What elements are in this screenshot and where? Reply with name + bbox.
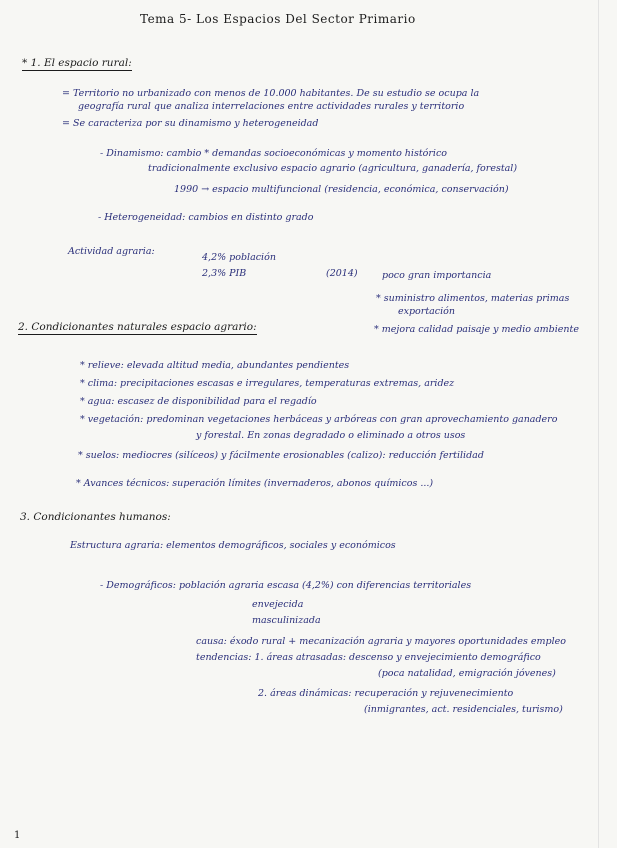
s3-masculinizada: masculinizada [252,615,321,626]
s2-suelos: * suelos: mediocres (silíceos) y fácilmente erosionables (calizo): reducción fertilidad [78,450,484,461]
s2-vegetacion-line2: y forestal. En zonas degradado o eliminado a otros usos [196,430,466,441]
s1-dinamismo-line3: 1990 → espacio multifuncional (residencia, económica, conservación) [174,184,509,195]
page-title: Tema 5- Los Espacios Del Sector Primario [140,12,416,26]
s1-bullet-suministro: * suministro alimentos, materias primas [376,293,570,304]
s3-demograficos: - Demográficos: población agraria escasa (4,2%) con diferencias territoriales [100,580,472,591]
s1-actividad-label: Actividad agraria: [68,246,155,257]
s1-definition-line1: = Territorio no urbanizado con menos de 10.000 habitantes. De su estudio se ocupa la [62,88,480,99]
s1-actividad-poblacion: 4,2% población [202,252,276,263]
s2-clima: * clima: precipitaciones escasas e irregulares, temperaturas extremas, aridez [80,378,455,389]
section-1-heading: * 1. El espacio rural: [22,57,132,69]
s2-relieve: * relieve: elevada altitud media, abundantes pendientes [80,360,350,371]
page-number: 1 [14,830,21,841]
s3-tendencias-2: 2. áreas dinámicas: recuperación y rejuvenecimiento [258,688,514,699]
s2-vegetacion: * vegetación: predominan vegetaciones herbáceas y arbóreas con gran aprovechamiento ganadero [80,414,558,425]
s1-characteristics: = Se caracteriza por su dinamismo y heterogeneidad [62,118,319,129]
s1-bullet-paisaje: * mejora calidad paisaje y medio ambiente [374,324,579,335]
s1-bullet-exportacion: exportación [398,306,455,317]
s3-causa: causa: éxodo rural + mecanización agraria y mayores oportunidades empleo [196,636,566,647]
s1-dinamismo-line2: tradicionalmente exclusivo espacio agrario (agricultura, ganadería, forestal) [148,163,518,174]
s3-tendencias: tendencias: 1. áreas atrasadas: descenso y envejecimiento demográfico [196,652,541,663]
s1-actividad-note: poco gran importancia [382,270,492,281]
s1-actividad-year: (2014) [326,268,358,279]
s1-definition-line2: geografía rural que analiza interrelaciones entre actividades rurales y territorio [78,101,465,112]
margin-rule [598,0,599,848]
s1-dinamismo: - Dinamismo: cambio * demandas socioeconómicas y momento histórico [100,148,448,159]
section-2-heading: 2. Condicionantes naturales espacio agrario: [18,321,257,333]
s3-estructura: Estructura agraria: elementos demográficos, sociales y económicos [70,540,396,551]
s3-tendencias-note1: (poca natalidad, emigración jóvenes) [378,668,556,679]
s2-agua: * agua: escasez de disponibilidad para el regadío [80,396,317,407]
s3-tendencias-note2: (inmigrantes, act. residenciales, turismo) [364,704,563,715]
s1-heterogeneidad: - Heterogeneidad: cambios en distinto grado [98,212,314,223]
s1-actividad-pib: 2,3% PIB [202,268,247,279]
s3-envejecida: envejecida [252,599,304,610]
s2-avances: * Avances técnicos: superación límites (invernaderos, abonos químicos ...) [76,478,434,489]
section-3-heading: 3. Condicionantes humanos: [20,511,171,523]
